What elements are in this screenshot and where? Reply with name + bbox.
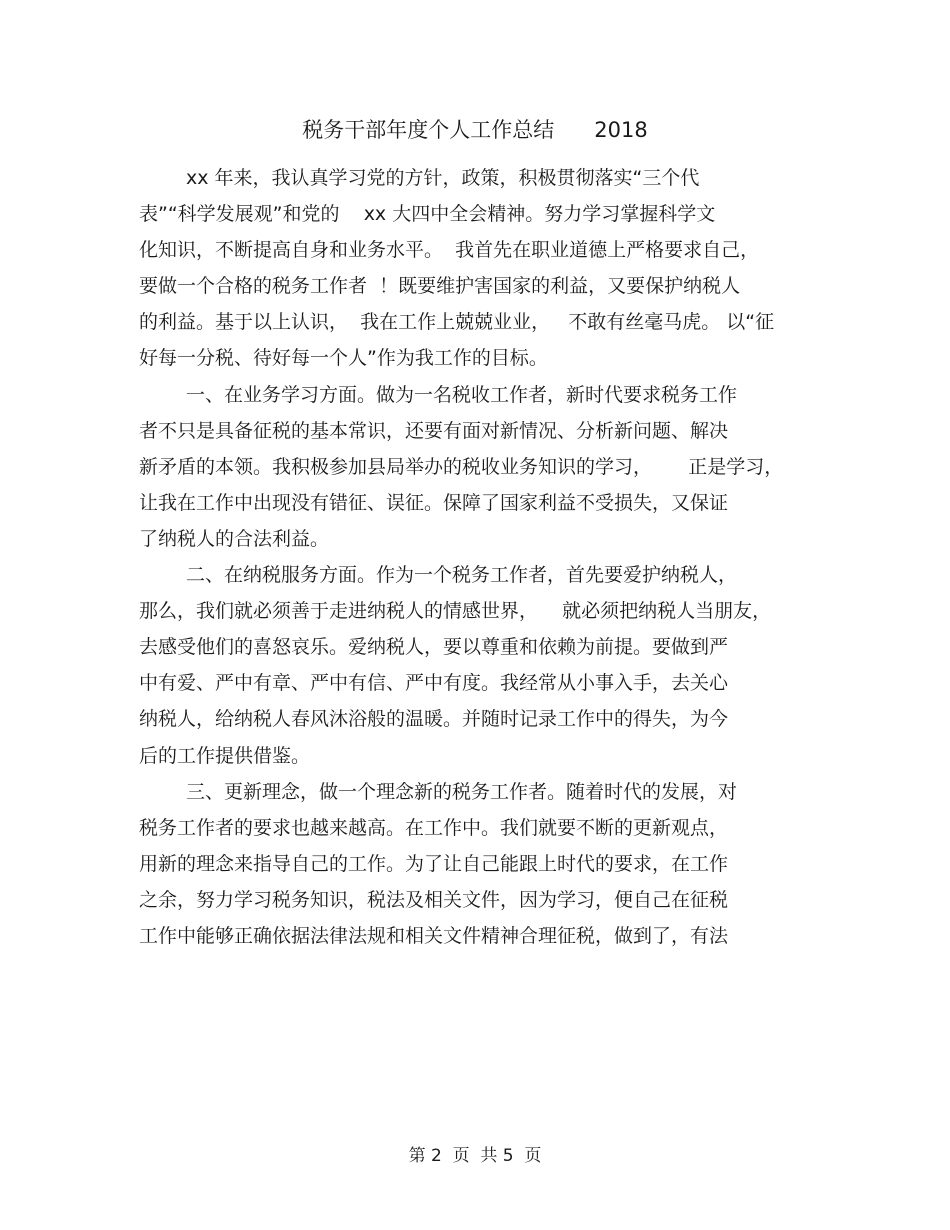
paragraph-line: 要做一个合格的税务工作者 ！既要维护害国家的利益，又要保护纳税人 bbox=[139, 275, 741, 298]
paragraph-line: xx 年来，我认真学习党的方针，政策，积极贯彻落实“三个代 bbox=[186, 167, 700, 189]
paragraph-line: 的利益。基于以上认识， 我在工作上兢兢业业， 不敢有丝毫马虎。 以“征 bbox=[139, 311, 775, 334]
paragraph-line: 三、更新理念，做一个理念新的税务工作者。随着时代的发展，对 bbox=[186, 780, 738, 803]
paragraph-line: 税务工作者的要求也越来越高。在工作中。我们就要不断的更新观点， bbox=[139, 816, 729, 839]
paragraph-line: 了纳税人的合法利益。 bbox=[139, 527, 330, 550]
document-body bbox=[139, 160, 819, 954]
paragraph-line: 中有爱、严中有章、严中有信、严中有度。我经常从小事入手，去关心 bbox=[139, 672, 729, 695]
paragraph-line: 用新的理念来指导自己的工作。为了让自己能跟上时代的要求，在工作 bbox=[139, 852, 729, 875]
paragraph-line: 好每一分税、待好每一个人”作为我工作的目标。 bbox=[139, 347, 548, 370]
paragraph-line: 后的工作提供借鉴。 bbox=[139, 744, 311, 767]
page-footer: 第 2 页 共 5 页 bbox=[408, 1146, 542, 1166]
paragraph-line: 去感受他们的喜怒哀乐。爱纳税人，要以尊重和依赖为前提。要做到严 bbox=[139, 636, 729, 659]
document-title: 税务干部年度个人工作总结 2018 bbox=[302, 118, 648, 142]
paragraph-line: 纳税人，给纳税人春风沐浴般的温暖。并随时记录工作中的得失，为今 bbox=[139, 708, 729, 731]
paragraph-line: 者不只是具备征税的基本常识，还要有面对新情况、分析新问题、解决 bbox=[139, 419, 729, 442]
paragraph-line: 一、在业务学习方面。做为一名税收工作者，新时代要求税务工作 bbox=[186, 383, 738, 406]
paragraph-line: 之余，努力学习税务知识，税法及相关文件，因为学习，便自己在征税 bbox=[139, 888, 729, 911]
paragraph-line: 二、在纳税服务方面。作为一个税务工作者，首先要爱护纳税人， bbox=[186, 564, 738, 587]
paragraph-line: 表”“科学发展观”和党的 xx 大四中全会精神。努力学习掌握科学文 bbox=[139, 203, 716, 226]
paragraph-line: 工作中能够正确依据法律法规和相关文件精神合理征税，做到了，有法 bbox=[139, 924, 729, 947]
paragraph-line: 化知识，不断提高自身和业务水平。 我首先在职业道德上严格要求自己， bbox=[139, 239, 760, 262]
paragraph-line: 让我在工作中出现没有错征、误征。保障了国家利益不受损失，又保证 bbox=[139, 491, 729, 514]
paragraph-line: 那么，我们就必须善于走进纳税人的情感世界， 就必须把纳税人当朋友， bbox=[139, 600, 772, 623]
paragraph-line: 新矛盾的本领。我积极参加县局举办的税收业务知识的学习， 正是学习， bbox=[139, 455, 784, 478]
